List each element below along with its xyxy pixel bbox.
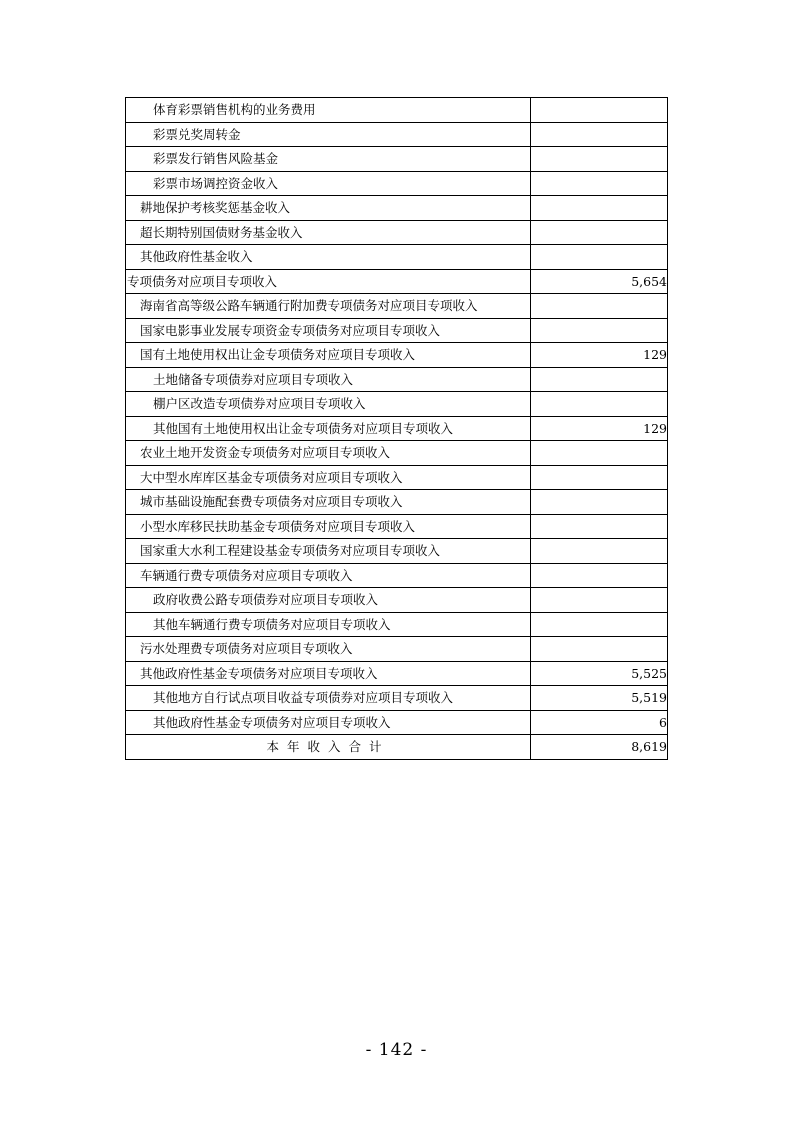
item-name: 体育彩票销售机构的业务费用 <box>126 98 531 123</box>
item-name: 污水处理费专项债务对应项目专项收入 <box>126 637 531 662</box>
item-amount <box>531 539 668 564</box>
table-row <box>126 294 668 319</box>
table-row <box>126 588 668 613</box>
item-amount <box>531 465 668 490</box>
item-amount <box>531 441 668 466</box>
item-name: 政府收费公路专项债券对应项目专项收入 <box>126 588 531 613</box>
item-amount <box>531 588 668 613</box>
item-name: 国家重大水利工程建设基金专项债务对应项目专项收入 <box>126 539 531 564</box>
item-name: 海南省高等级公路车辆通行附加费专项债务对应项目专项收入 <box>126 294 531 319</box>
item-name: 国有土地使用权出让金专项债务对应项目专项收入 <box>126 343 531 368</box>
table-row <box>126 220 668 245</box>
table-row <box>126 563 668 588</box>
item-name: 农业土地开发资金专项债务对应项目专项收入 <box>126 441 531 466</box>
item-amount <box>531 612 668 637</box>
item-amount <box>531 220 668 245</box>
item-amount <box>531 563 668 588</box>
table-row <box>126 367 668 392</box>
item-name: 彩票市场调控资金收入 <box>126 171 531 196</box>
item-name: 车辆通行费专项债务对应项目专项收入 <box>126 563 531 588</box>
item-name: 其他国有土地使用权出让金专项债务对应项目专项收入 <box>126 416 531 441</box>
item-name: 其他政府性基金收入 <box>126 245 531 270</box>
page-number: - 142 - <box>365 1040 428 1060</box>
item-name: 国家电影事业发展专项资金专项债务对应项目专项收入 <box>126 318 531 343</box>
item-amount <box>531 514 668 539</box>
table-row <box>126 122 668 147</box>
item-amount: 5,519 <box>531 686 668 711</box>
item-amount <box>531 294 668 319</box>
item-name: 超长期特别国债财务基金收入 <box>126 220 531 245</box>
table-row <box>126 392 668 417</box>
table-row <box>126 686 668 711</box>
table-row <box>126 490 668 515</box>
item-amount <box>531 147 668 172</box>
item-amount <box>531 98 668 123</box>
item-amount <box>531 318 668 343</box>
table-row <box>126 710 668 735</box>
item-amount <box>531 171 668 196</box>
item-name: 大中型水库库区基金专项债务对应项目专项收入 <box>126 465 531 490</box>
total-label: 本年收入合计 <box>126 735 531 760</box>
item-amount <box>531 245 668 270</box>
item-name: 彩票发行销售风险基金 <box>126 147 531 172</box>
table-row <box>126 318 668 343</box>
item-name: 土地储备专项债券对应项目专项收入 <box>126 367 531 392</box>
table-row <box>126 416 668 441</box>
table-row <box>126 196 668 221</box>
item-amount: 6 <box>531 710 668 735</box>
item-amount: 129 <box>531 416 668 441</box>
item-name: 其他地方自行试点项目收益专项债券对应项目专项收入 <box>126 686 531 711</box>
total-row <box>126 735 668 760</box>
item-amount <box>531 392 668 417</box>
item-name: 棚户区改造专项债券对应项目专项收入 <box>126 392 531 417</box>
table-row <box>126 171 668 196</box>
item-amount: 5,654 <box>531 269 668 294</box>
item-name: 耕地保护考核奖惩基金收入 <box>126 196 531 221</box>
table-row <box>126 147 668 172</box>
total-amount: 8,619 <box>531 735 668 760</box>
item-name: 其他政府性基金专项债务对应项目专项收入 <box>126 661 531 686</box>
item-amount <box>531 122 668 147</box>
table-row <box>126 98 668 123</box>
table-row <box>126 637 668 662</box>
item-amount <box>531 637 668 662</box>
item-name: 专项债务对应项目专项收入 <box>126 269 531 294</box>
item-name: 其他车辆通行费专项债务对应项目专项收入 <box>126 612 531 637</box>
table-row <box>126 245 668 270</box>
table-row <box>126 269 668 294</box>
item-name: 城市基础设施配套费专项债务对应项目专项收入 <box>126 490 531 515</box>
item-name: 彩票兑奖周转金 <box>126 122 531 147</box>
table-row <box>126 612 668 637</box>
table-row <box>126 539 668 564</box>
table-row <box>126 514 668 539</box>
budget-table <box>125 97 668 760</box>
table-row <box>126 343 668 368</box>
item-amount <box>531 367 668 392</box>
item-name: 其他政府性基金专项债务对应项目专项收入 <box>126 710 531 735</box>
item-amount: 5,525 <box>531 661 668 686</box>
table-row <box>126 465 668 490</box>
table-row <box>126 441 668 466</box>
table-body <box>126 98 668 760</box>
item-name: 小型水库移民扶助基金专项债务对应项目专项收入 <box>126 514 531 539</box>
item-amount <box>531 196 668 221</box>
table-row <box>126 661 668 686</box>
item-amount: 129 <box>531 343 668 368</box>
item-amount <box>531 490 668 515</box>
